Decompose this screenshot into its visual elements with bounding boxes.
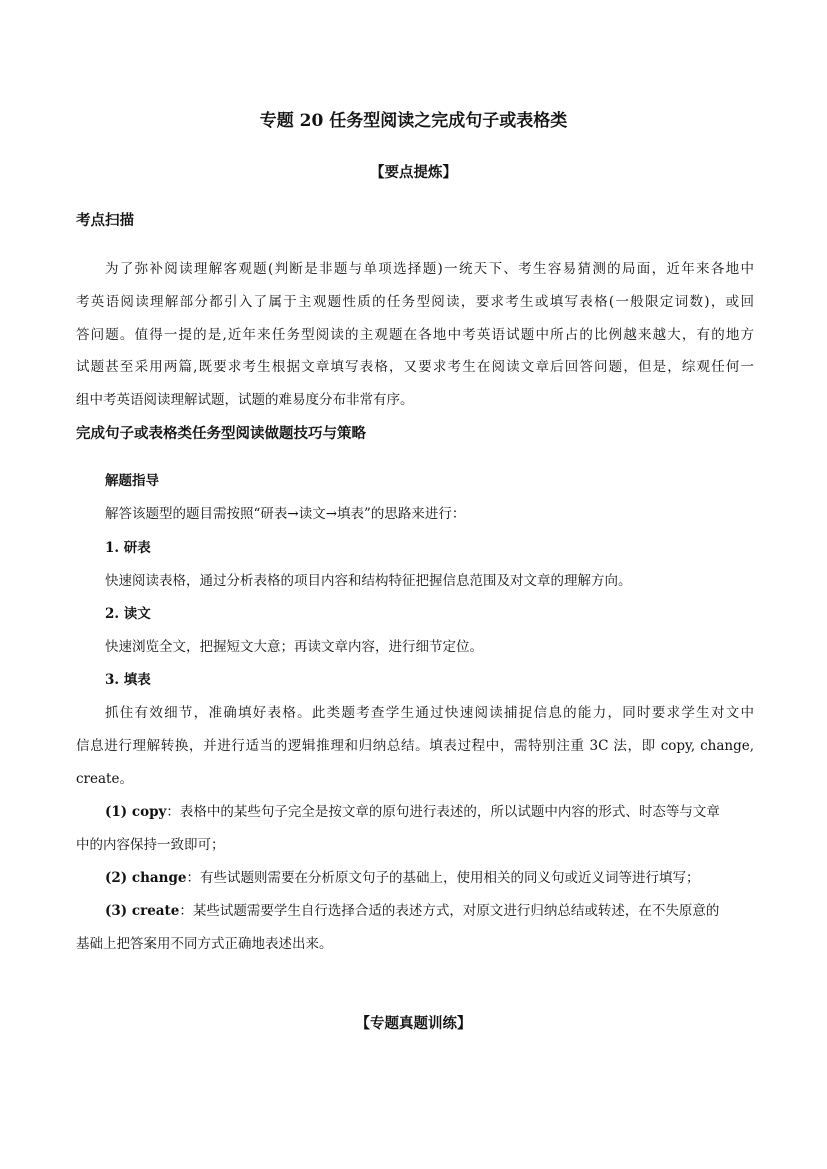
method-text: ：有些试题则需要在分析原文句子的基础上，使用相关的同义句或近义词等进行填写； xyxy=(186,870,700,886)
step-label: 1. 研表 xyxy=(105,540,151,556)
section-header-exam-practice: 【专题真题训练】 xyxy=(355,1015,472,1032)
guide-text: 解答该题型的题目需按照“研表→读文→填表”的思路来进行： xyxy=(105,506,466,522)
step-text: 快速阅读表格，通过分析表格的项目内容和结构特征把握信息范围及对文章的理解方向。 xyxy=(105,573,632,589)
method-label: (2) change xyxy=(105,870,187,886)
method-create xyxy=(105,902,719,920)
method-text: 基础上把答案用不同方式正确地表述出来。 xyxy=(76,936,333,952)
kaodian-line: 为了弥补阅读理解客观题(判断是非题与单项选择题)一统天下、考生容易猜测的局面，近年来各地中 xyxy=(105,261,754,277)
kaodian-line: 答问题。值得一提的是,近年来任务型阅读的主观题在各地中考英语试题中所占的比例越来越大，有的地方 xyxy=(76,327,754,343)
method-change xyxy=(105,869,700,887)
kaodian-line: 组中考英语阅读理解试题，试题的难易度分布非常有序。 xyxy=(76,392,414,408)
step3-line: 抓住有效细节，准确填好表格。此类题考查学生通过快速阅读捕捉信息的能力，同时要求学生对文中 xyxy=(105,705,754,721)
kaodian-heading: 考点扫描 xyxy=(76,212,134,229)
method-text: ：某些试题需要学生自行选择合适的表述方式，对原文进行归纳总结或转述，在不失原意的 xyxy=(179,903,720,919)
step-label: 2. 读文 xyxy=(105,606,151,622)
method-text: ：表格中的某些句子完全是按文章的原句进行表述的，所以试题中内容的形式、时态等与文章 xyxy=(166,804,720,820)
method-text: 中的内容保持一致即可； xyxy=(76,837,225,853)
method-copy xyxy=(105,803,720,821)
method-label: (3) create xyxy=(105,903,180,919)
step-label: 3. 填表 xyxy=(105,672,151,688)
step3-line: 信息进行理解转换，并进行适当的逻辑推理和归纳总结。填表过程中，需特别注重 3C 法，即 copy, change, xyxy=(76,738,754,754)
strategy-heading: 完成句子或表格类任务型阅读做题技巧与策略 xyxy=(76,425,366,442)
method-label: (1) copy xyxy=(105,804,167,820)
step-text: 快速浏览全文，把握短文大意；再读文章内容，进行细节定位。 xyxy=(105,639,483,655)
step3-line: create。 xyxy=(76,771,133,787)
kaodian-line: 考英语阅读理解部分都引入了属于主观题性质的任务型阅读，要求考生或填写表格(一般限定词数)，或回 xyxy=(76,294,754,310)
guide-label: 解题指导 xyxy=(105,473,159,489)
section-header-key-points: 【要点提炼】 xyxy=(370,164,457,181)
kaodian-line: 试题甚至采用两篇,既要求考生根据文章填写表格，又要求考生在阅读文章后回答问题，但是，综观任何一 xyxy=(76,359,754,375)
page-title: 专题 20 任务型阅读之完成句子或表格类 xyxy=(259,111,568,131)
